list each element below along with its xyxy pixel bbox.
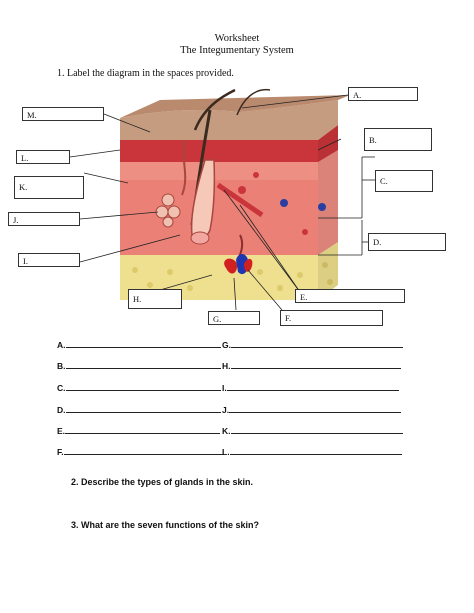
answer-line-e[interactable]: E. <box>57 424 220 436</box>
answer-line-b[interactable]: B. <box>57 359 221 371</box>
answer-line-h[interactable]: H. <box>222 359 401 371</box>
answer-line-d[interactable]: D. <box>57 403 221 415</box>
answer-line-k[interactable]: K. <box>222 424 403 436</box>
label-box-m[interactable]: M. <box>22 107 104 121</box>
label-box-c[interactable]: C. <box>375 170 433 192</box>
answer-line-a[interactable]: A. <box>57 338 221 350</box>
label-box-f[interactable]: F. <box>280 310 383 326</box>
label-box-k[interactable]: K. <box>14 176 84 199</box>
answer-line-i[interactable]: I. <box>222 381 399 393</box>
label-box-j[interactable]: J. <box>8 212 80 226</box>
label-box-g[interactable]: G. <box>208 311 260 325</box>
worksheet-heading: Worksheet <box>214 33 260 44</box>
label-box-h[interactable]: H. <box>128 289 182 309</box>
answer-line-g[interactable]: G. <box>222 338 403 350</box>
label-box-i[interactable]: I. <box>18 253 80 267</box>
label-box-b[interactable]: B. <box>364 128 432 151</box>
label-box-e[interactable]: E. <box>295 289 405 303</box>
answer-line-l[interactable]: L. <box>222 445 402 457</box>
skin-block <box>120 90 350 300</box>
answer-line-f[interactable]: F. <box>57 445 224 457</box>
label-box-a[interactable]: A. <box>348 87 418 101</box>
label-box-l[interactable]: L. <box>16 150 70 164</box>
worksheet-subtitle: The Integumentary System <box>180 45 294 56</box>
question-1: 1. Label the diagram in the spaces provided. <box>57 68 234 79</box>
question-3: 3. What are the seven functions of the skin? <box>71 520 260 530</box>
answer-line-c[interactable]: C. <box>57 381 221 393</box>
label-box-d[interactable]: D. <box>368 233 446 251</box>
question-2: 2. Describe the types of glands in the skin. <box>71 477 254 487</box>
answer-line-j[interactable]: J. <box>222 403 401 415</box>
